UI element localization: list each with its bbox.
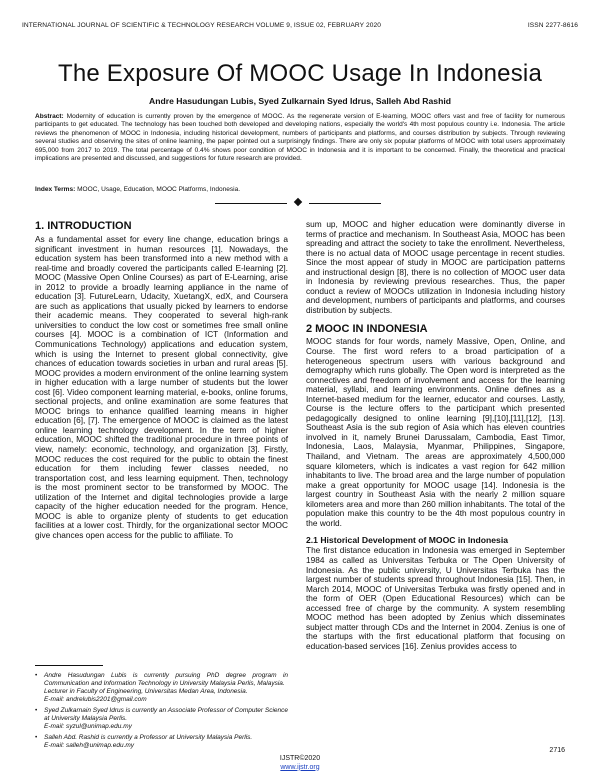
website-link[interactable]: www.ijstr.org bbox=[280, 763, 320, 771]
paper-title: The Exposure Of MOOC Usage In Indonesia bbox=[57, 60, 543, 87]
right-column bbox=[306, 220, 565, 651]
footnote-line: Lecturer in Faculty of Engineering, Universitas Medan Area, Indonesia. bbox=[44, 688, 248, 695]
issn: ISSN 2277-8616 bbox=[527, 22, 578, 29]
footnote-email: E-mail: syzul@unimap.edu.my bbox=[44, 723, 132, 730]
abstract-text: Modernity of education is currently proven by the emergence of MOOC. As the regenerate version of E-learning, MOOC offers vast and free of facility for numerous participants to get educated. The technology has been touched both developed and developing nations, especially the world's 4th most populous country i.e. Indonesia. The article reviews the phenomenon of MOOC in Indonesia, including historical development, numbers of participants and platforms, and courses distribution by subjects. Through reviewing several studies and observing the sites of online learning, the paper pointed out a surprisingly findings. There are only six popular platforms of MOOC with total users approximately 695,000 from 2017 to 2019. The total percentage of 0.4% shows poor condition of MOOC in Indonesia and it is important to be concerned. Finally, the theoretical and practical implications are presented and discussed, and suggestions for future research are provided. bbox=[35, 113, 565, 163]
bullet-icon: • bbox=[35, 734, 38, 741]
running-header bbox=[22, 22, 578, 34]
section-1-heading: 1. INTRODUCTION bbox=[35, 220, 132, 232]
bullet-icon: • bbox=[35, 672, 38, 679]
separator-diamond-icon bbox=[294, 198, 302, 206]
footnote-rule bbox=[35, 665, 103, 666]
footnote-email: E-mail: salleh@unimap.edu.my bbox=[44, 742, 135, 749]
page-number: 2716 bbox=[549, 747, 565, 754]
page-footer bbox=[0, 755, 600, 772]
section-2-1-heading: 2.1 Historical Development of MOOC in Indonesia bbox=[306, 535, 508, 546]
footnote-item bbox=[35, 707, 288, 731]
section-2-heading: 2 MOOC IN INDONESIA bbox=[306, 323, 428, 336]
footnote-item bbox=[35, 734, 288, 750]
left-column bbox=[35, 220, 288, 541]
bullet-icon: • bbox=[35, 707, 38, 714]
section-1-body: As a fundamental asset for every line change, education brings a significant investment in human resources [1]. Nowadays, the education system has been transformed into a new method with a real-time and broadly covered the participants called E-learning [2]. MOOC (Massive Open Online Courses) as part of E-Learning, arise in 2012 to provide a broadly learning appliance in the name of education [3]. FutureLearn, Udacity, XuetangX, edX, and Coursera are such as applications that usually picked by learners to endorse their academic means. They cooperated to several high-rank universities to conduct the low cost or sometimes free small online courses [4]. MOOC is a combination of ICT (Information and Communications Technology) applications and education system, which is using the Internet to present global connectivity, give chances of education towards societies in urban and rural areas [5]. MOOC provides a modern environment of the online learning system in higher education with a large number of students but the lower cost [6]. Video component learning material, e-books, online forums, sectional projects, and online examination are some features that MOOC brings to enhance qualified learning means in higher education [6], [7]. The emergence of MOOC is claimed as the latest online learning technology development. In the term of higher education, MOOC shifted the traditional procedure in three points of view, namely: economic, technology, and organization [3]. Firstly, MOOC reduces the cost required for the public to obtain the finest education for them including fewer classes needed, no transportation cost, and less learning equipment. Then, technology is the most prominent sector to be transformed by MOOC. The utilization of the Internet and digital technologies provide a large capacity of the higher education needed for the program. Hence, MOOC is able to organize plenty of students to get education facilities at a lower cost. Thirdly, for the organizational sector MOOC give chances open access for the public to affiliate. To bbox=[35, 234, 288, 540]
section-2-body: MOOC stands for four words, namely Massive, Open, Online, and Course. The first word refers to a broad participation of a heterogeneous spectrum users with various background and demography which runs globally. The Open word is interpreted as the connectives and freedom of involvement and access for the learning material, syllabi, and learning environments. Online defines as a Internet-based medium for the learner, educator and courses. Lastly, Course is the lecture offers to the participant which presented pedagogically designed to online learning [9],[10],[11],[12], [13]. Southeast Asia is the sub region of Asia which has eleven countries involved in it, namely Brunei Darussalam, Cambodia, East Timor, Indonesia, Laos, Malaysia, Myanmar, Philippines, Singapore, Thailand, and Vietnam. The areas are approximately 4,500,000 square kilometers, which is indicates a vast region for 642 million inhabitants to live. The broad area and the large number of population make a great opportunity for MOOC usage [14]. Indonesia is the largest country in Southeast Asia with the nearly 2 million square kilometers area and more than 260 million inhabitants. The total of the population make this country to be the 4th most populous country in the world. bbox=[306, 336, 565, 528]
footnote-item bbox=[35, 672, 288, 704]
footnote-line: Salleh Abd. Rashid is currently a Professor at University Malaysia Perlis. bbox=[44, 734, 253, 741]
index-terms bbox=[35, 186, 565, 194]
abstract bbox=[35, 113, 565, 163]
journal-name: INTERNATIONAL JOURNAL OF SCIENTIFIC & TECHNOLOGY RESEARCH VOLUME 9, ISSUE 02, FEBRUARY 2020 bbox=[22, 22, 382, 29]
index-terms-text: MOOC, Usage, Education, MOOC Platforms, Indonesia. bbox=[75, 186, 241, 193]
footnote-line: Syed Zulkarnain Syed Idrus is currently an Associate Professor of Computer Science at University Malaysia Perlis. bbox=[44, 707, 288, 722]
abstract-separator bbox=[0, 197, 600, 209]
author-list: Andre Hasudungan Lubis, Syed Zulkarnain Syed Idrus, Salleh Abd Rashid bbox=[149, 96, 451, 106]
separator-line-left bbox=[215, 203, 287, 204]
section-2-1-body: The first distance education in Indonesia was emerged in September 1984 as called as Universitas Terbuka or The Open University of Indonesia. As the public university, U Universitas Terbuka has the largest number of students spread throughout Indonesia [15]. Then, in March 2014, MOOC of Universitas Terbuka was firstly opened and in the form of OER (Open Educational Resources) which can be accessed free of charge by the community. A system resembling MOOC method has been adopted by Zenius which disseminates subject matter through CDs and the Internet in 2004. Zenius is one of the startups with the first educational platform that focusing on education-based services [16]. Zenius provides access to bbox=[306, 545, 565, 651]
index-terms-label: Index Terms: bbox=[35, 186, 76, 193]
abstract-label: Abstract: bbox=[35, 113, 64, 120]
footnote-line: Andre Hasudungan Lubis is currently pursuing PhD degree program in Communication and Information Technology in University Malaysia Perlis, Malaysia. bbox=[44, 672, 288, 687]
copyright: IJSTR©2020 bbox=[279, 755, 321, 762]
section-1-continuation: sum up, MOOC and higher education were dominantly diverse in terms of practice and mechanism. In Southeast Asia, MOOC has been spreading and attract the society to take the enrollment. Nevertheless, there is no actual data of MOOC usage percentage in recent studies. Since the most appear of study in MOOC are participation patterns and instructional design [8], there is no collection of MOOC user data in Indonesia by reviewing previous researches. Thus, the paper conduct a review of MOOCs utilization in Indonesia including history and development, numbers of participants and platforms, and courses distribution by subjects. bbox=[306, 219, 565, 315]
separator-line-right bbox=[309, 203, 381, 204]
footnote-email: E-mail: andrelubis2201@gmail.com bbox=[44, 696, 147, 703]
author-footnotes bbox=[35, 672, 288, 753]
